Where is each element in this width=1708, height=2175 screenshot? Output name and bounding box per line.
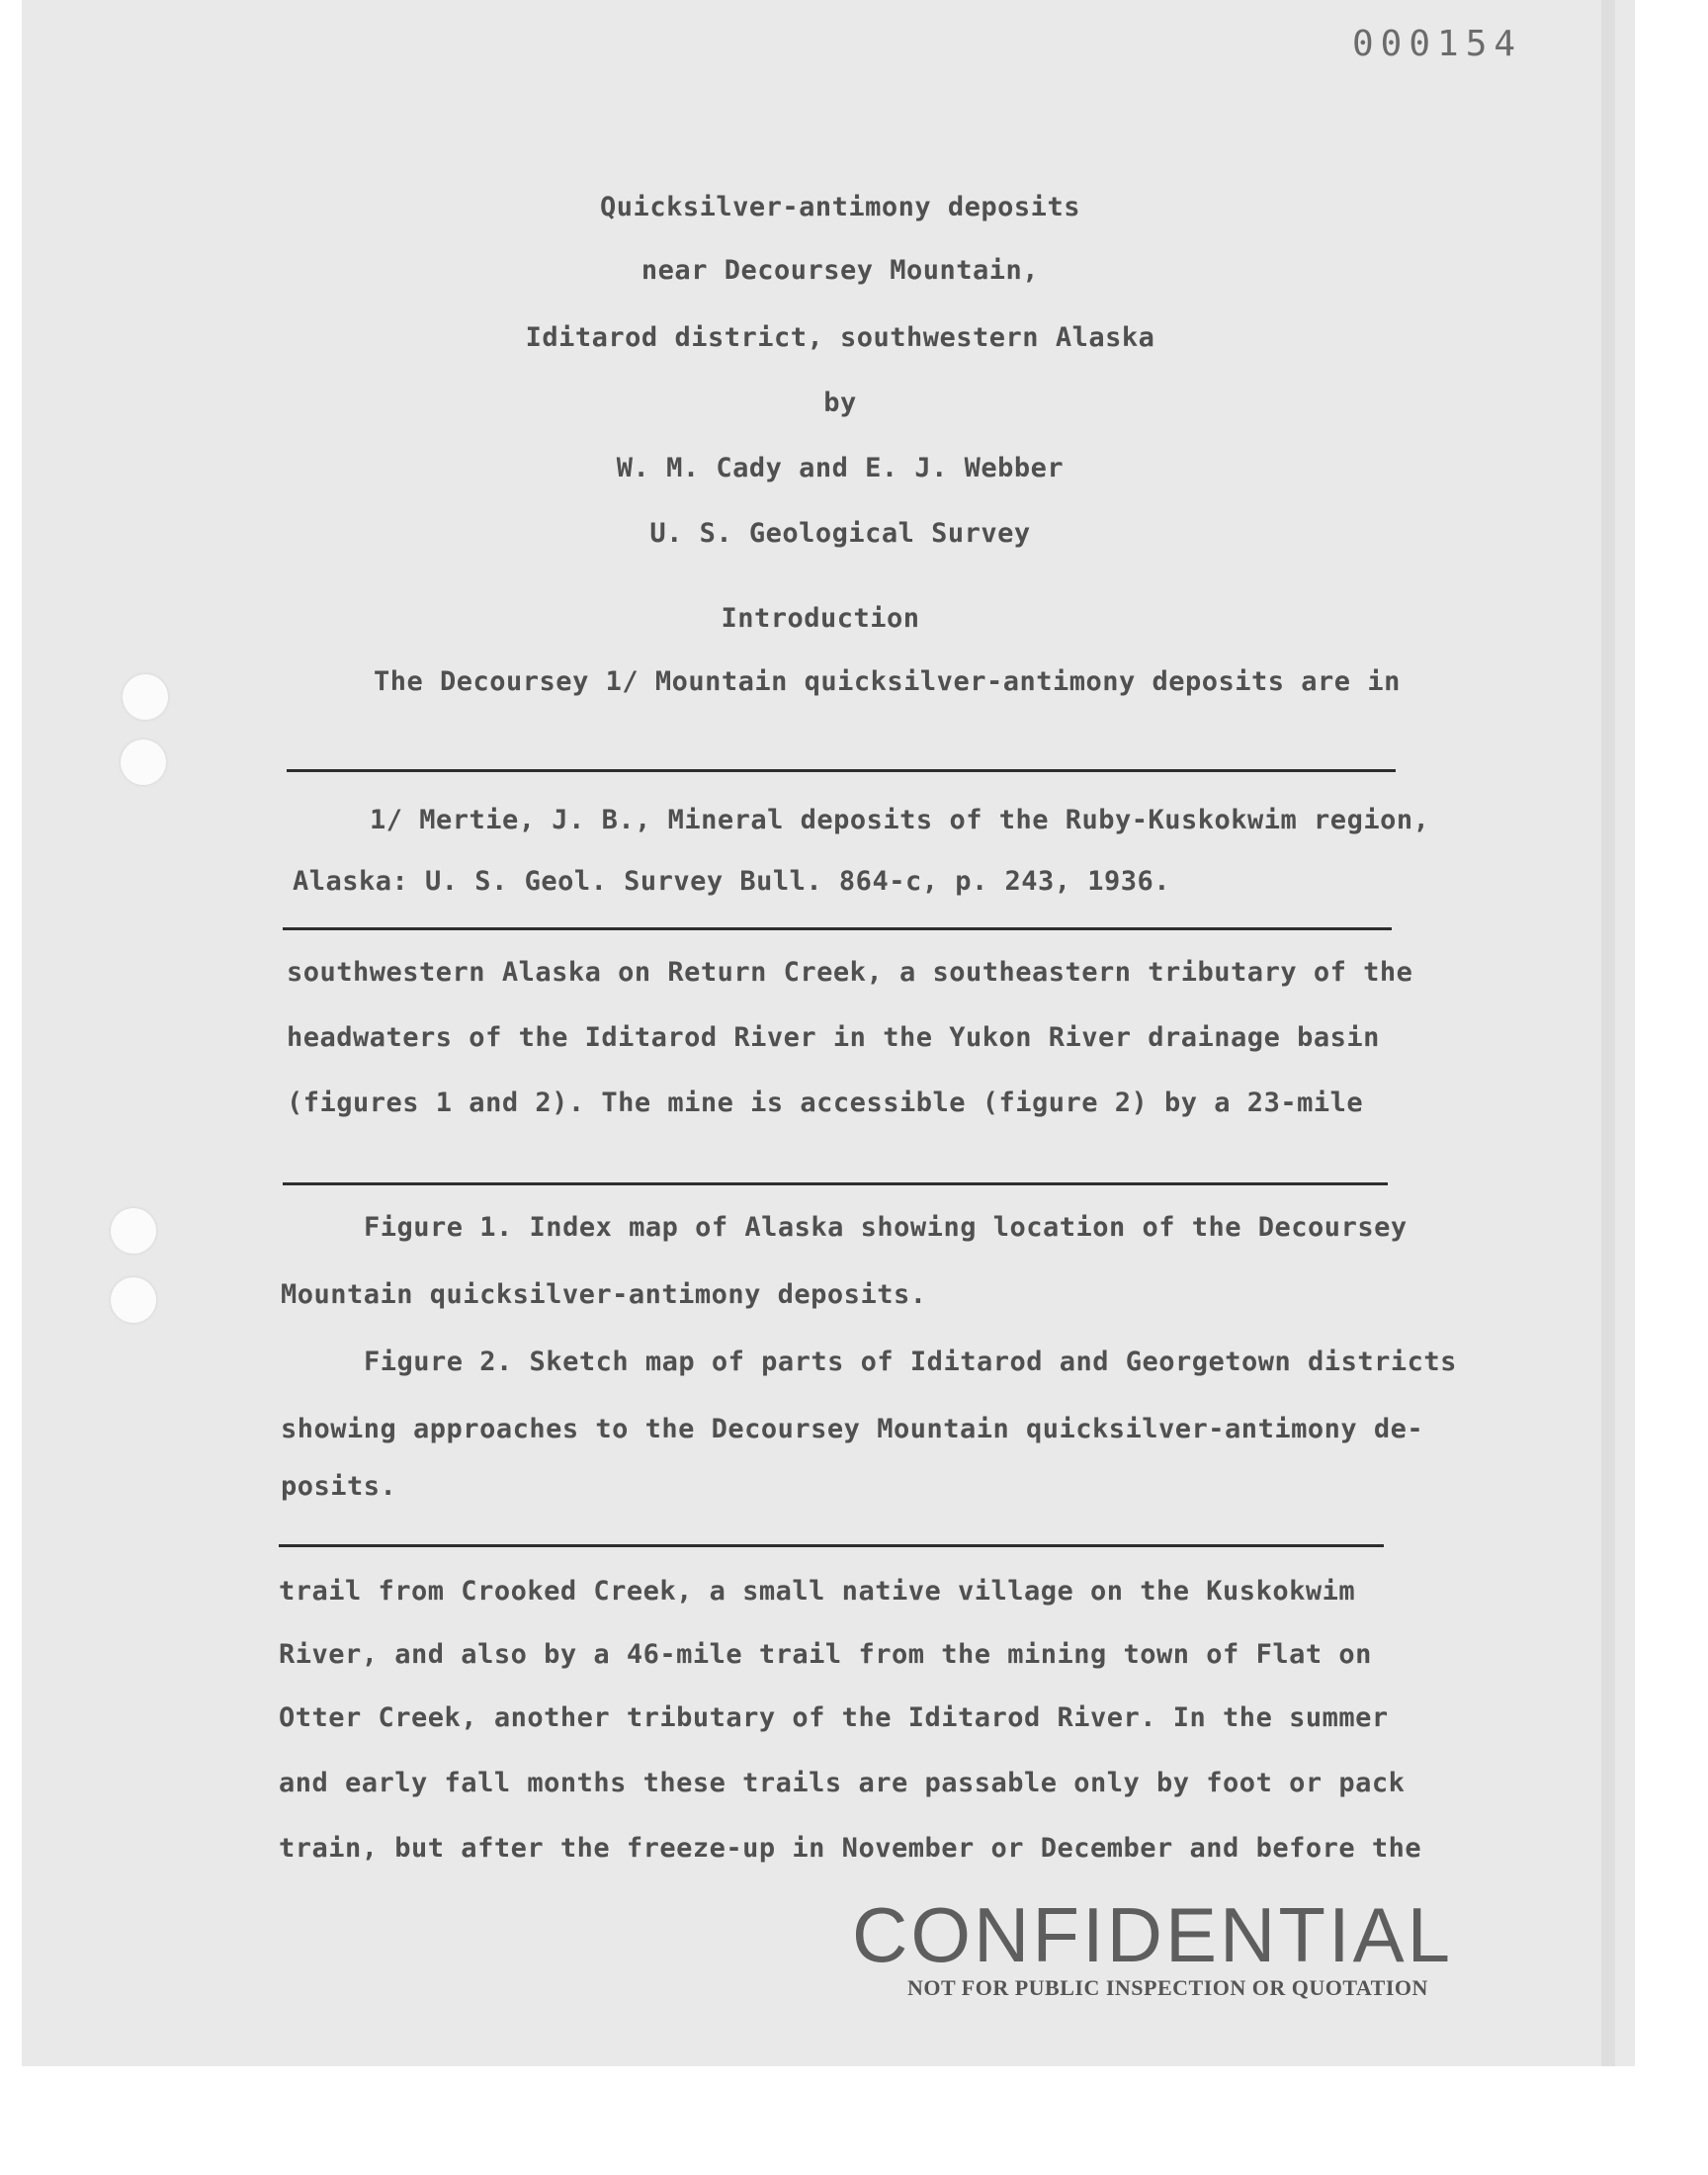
paragraph-line: headwaters of the Iditarod River in the Yukon River drainage basin [287,1022,1380,1053]
paragraph-line: (figures 1 and 2). The mine is accessible (figure 2) by a 23-mile [287,1088,1364,1118]
paragraph-line: train, but after the freeze-up in November or December and before the [279,1833,1422,1864]
paragraph-line: southwestern Alaska on Return Creek, a southeastern tributary of the [287,957,1413,988]
punch-hole [111,1208,156,1254]
authors: W. M. Cady and E. J. Webber [616,453,1065,483]
footnote-line-2: Alaska: U. S. Geol. Survey Bull. 864-c, p. 243, 1936. [293,866,1171,897]
rule [283,927,1392,930]
section-heading-introduction: Introduction [721,603,920,634]
title-line-3: Iditarod district, southwestern Alaska [525,322,1155,353]
figure-2-caption-line-1: Figure 2. Sketch map of parts of Iditarod and Georgetown districts [364,1347,1457,1377]
punch-hole [111,1277,156,1323]
rule [283,1182,1388,1185]
footnote-line-1: 1/ Mertie, J. B., Mineral deposits of the Ruby-Kuskokwim region, [370,805,1430,835]
figure-2-caption-line-3: posits. [281,1471,397,1502]
document-number: 000154 [1352,24,1523,64]
confidential-stamp-subtext: NOT FOR PUBLIC INSPECTION OR QUOTATION [907,1975,1428,2000]
rule [279,1544,1384,1547]
paragraph-line: and early fall months these trails are passable only by foot or pack [279,1768,1406,1798]
confidential-stamp: CONFIDENTIAL [852,1891,1454,1978]
organization: U. S. Geological Survey [649,518,1031,549]
paragraph-line: Otter Creek, another tributary of the Iditarod River. In the summer [279,1702,1389,1733]
title-line-2: near Decoursey Mountain, [640,255,1040,286]
figure-1-caption-line-1: Figure 1. Index map of Alaska showing location of the Decoursey [364,1212,1408,1243]
rule [287,769,1396,772]
title-by: by [823,388,857,418]
paragraph-line: River, and also by a 46-mile trail from the mining town of Flat on [279,1639,1372,1670]
paragraph-line: trail from Crooked Creek, a small native village on the Kuskokwim [279,1576,1356,1607]
punch-hole [123,674,168,720]
figure-2-caption-line-2: showing approaches to the Decoursey Mountain quicksilver-antimony de- [281,1414,1424,1444]
intro-line: The Decoursey 1/ Mountain quicksilver-antimony deposits are in [374,666,1401,697]
figure-1-caption-line-2: Mountain quicksilver-antimony deposits. [281,1279,927,1310]
punch-hole [121,740,166,785]
title-line-1: Quicksilver-antimony deposits [600,192,1080,222]
sheet-edge [1601,0,1615,2066]
